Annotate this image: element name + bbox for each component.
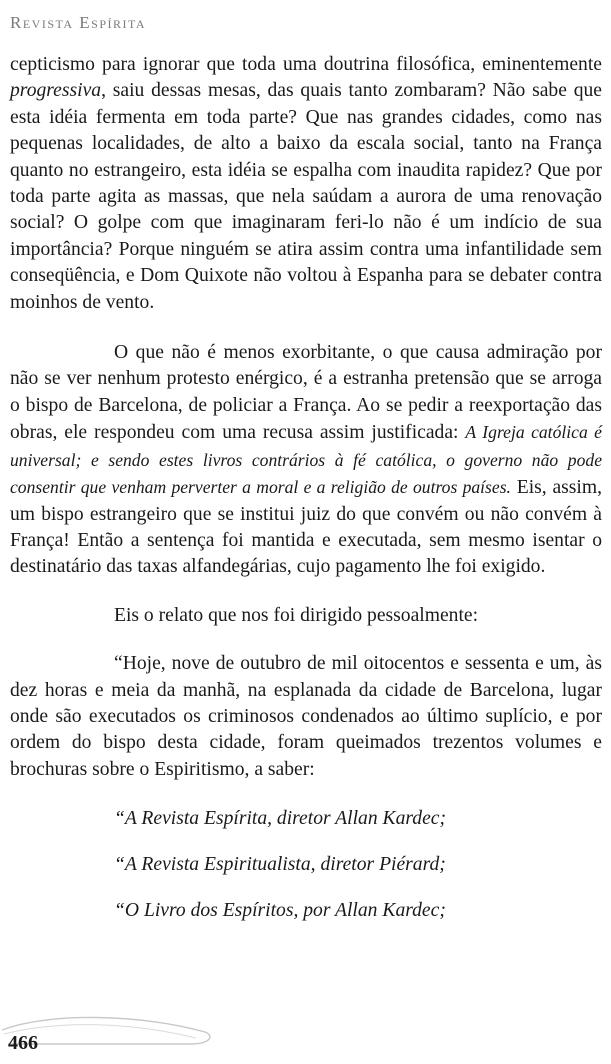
page-body xyxy=(10,52,602,924)
page-number: 466 xyxy=(8,1032,38,1054)
italic-quotation: A Igreja católica é universal; e sendo estes livros contrários à fé católica, o governo não pode consentir que venham perverter a moral e a religião de outros países. xyxy=(10,422,602,498)
paragraph: “Hoje, nove de outubro de mil oitocentos e sessenta e um, às dez horas e meia da manhã, na esplanada da cidade de Barcelona, lugar onde são executados os criminosos condenados ao último suplício, e por ordem do bispo desta cidade, foram queimados trezentos volumes e brochuras sobre o Espiritismo, a saber: xyxy=(10,653,602,780)
paragraph-text: Eis, assim, um bispo estrangeiro que se institui juiz do que convém ou não convém à França! Então a sentença foi mantida e executada, sem mesmo isentar o destinatário das taxas alfandegárias, cujo pagamento lhe foi exigido. xyxy=(10,477,602,578)
italic-term: progressiva xyxy=(10,80,102,102)
list-item: “A Revista Espiritualista, diretor Piérard; xyxy=(114,854,446,876)
paragraph xyxy=(10,52,602,316)
paragraph-text: , saiu dessas mesas, das quais tanto zombaram? Não sabe que esta idéia fermenta em toda parte? Que nas grandes cidades, como nas pequenas localidades, de alto a baixo da escala social, tanto na França quanto no estrangeiro, esta idéia se espalha com inaudita rapidez? Que por toda parte agita as massas, que nela saúdam a aurora de uma renovação social? O golpe com que imaginaram feri-lo não é um indício de sua importância? Porque ninguém se atira assim contra uma infantilidade sem conseqüência, e Dom Quixote não voltou à Espanha para se debater contra moinhos de vento. xyxy=(10,80,602,313)
paragraph: Eis o relato que nos foi dirigido pessoalmente: xyxy=(114,604,479,626)
paragraph-text: cepticismo para ignorar que toda uma doutrina filosófica, eminentemente xyxy=(10,54,602,75)
running-head: Revista Espírita xyxy=(10,13,147,32)
list-item: “O Livro dos Espíritos, por Allan Kardec; xyxy=(114,900,446,922)
paragraph-text: O que não é menos exorbitante, o que causa admiração por não se ver nenhum protesto enérgico, é a estranha pretensão que se arroga o bispo de Barcelona, de policiar a França. Ao se pedir a reexportação das obras, ele respondeu com uma recusa assim justificada: xyxy=(10,342,602,444)
paragraph xyxy=(10,340,602,581)
list-item: “A Revista Espírita, diretor Allan Kardec; xyxy=(114,808,446,830)
book-list xyxy=(10,806,602,924)
